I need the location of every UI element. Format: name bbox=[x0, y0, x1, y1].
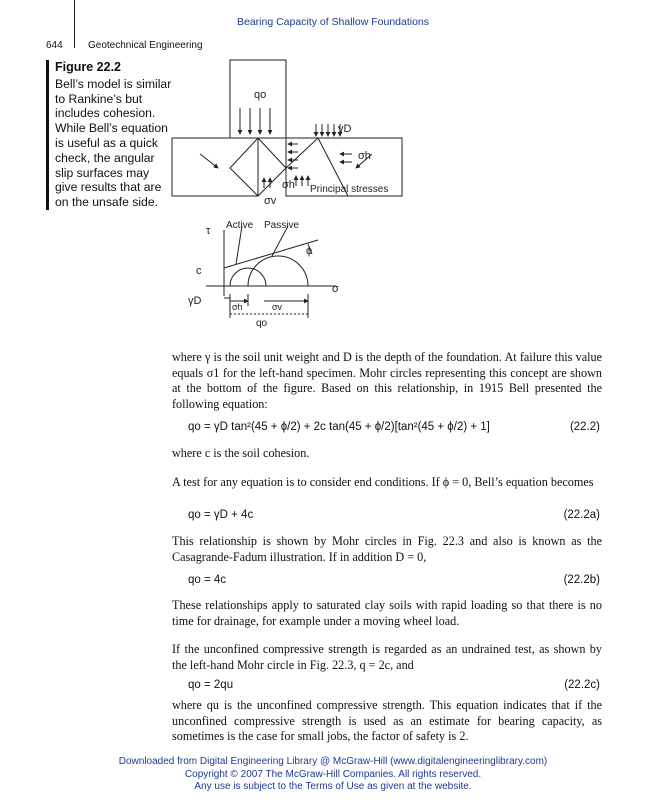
paragraph-3: A test for any equation is to consider end conditions. If ϕ = 0, Bell’s equation becomes bbox=[172, 475, 594, 489]
equation-22-2a-number: (22.2a) bbox=[563, 509, 600, 521]
mohr-circle-passive bbox=[248, 256, 308, 286]
fig-sigma-h-right: σh bbox=[358, 150, 371, 162]
book-title: Geotechnical Engineering bbox=[88, 40, 203, 51]
equation-22-2c-body: qo = 2qu bbox=[188, 679, 234, 691]
active-wedge-box bbox=[172, 138, 258, 196]
equation-22-2c-number: (22.2c) bbox=[564, 679, 600, 691]
failure-envelope bbox=[224, 240, 318, 268]
equation-22-2-number: (22.2) bbox=[569, 421, 600, 433]
paragraph-4: This relationship is shown by Mohr circles in Fig. 22.3 and also is known as the Casagrande-Fadum illustration. If in addition D = 0, bbox=[172, 534, 602, 564]
footer bbox=[0, 756, 666, 794]
fig-tau: τ bbox=[206, 225, 211, 237]
page-number: 644 bbox=[46, 40, 63, 51]
fig-sigma-v: σv bbox=[264, 195, 277, 207]
paragraph-1: where γ is the soil unit weight and D is the depth of the foundation. At failure this value equals σ1 for the left-hand specimen. Mohr circles representing this concept are shown at the bottom of the figure. Based on this relationship, in 1915 Bell presented the following equation: bbox=[172, 350, 602, 411]
paragraph-6: If the unconfined compressive strength is regarded as an undrained test, as shown by the left-hand Mohr circle in Fig. 22.3, q = 2c, and bbox=[172, 642, 602, 672]
footer-download-link[interactable]: Downloaded from Digital Engineering Library @ McGraw-Hill (www.digitalengineeringlibrary.com) bbox=[118, 756, 548, 767]
fig-principal-stresses: Principal stresses bbox=[310, 184, 389, 195]
paragraph-7: where qu is the unconfined compressive strength. This equation indicates that if the unconfined compressive strength is used as an estimate for bearing capacity, as sometimes is the case for small jobs, the factor of safety is 2. bbox=[172, 698, 602, 744]
figure-22-2 bbox=[168, 58, 408, 330]
paragraph-2: where c is the soil cohesion. bbox=[172, 446, 310, 460]
fig-gamma-d: γD bbox=[188, 295, 202, 307]
equation-22-2c bbox=[188, 679, 600, 691]
fig-passive: Passive bbox=[264, 220, 300, 231]
equation-22-2b bbox=[188, 574, 600, 586]
fig-active: Active bbox=[226, 220, 254, 231]
figure-caption-title: Figure 22.2 bbox=[55, 60, 121, 74]
fig-c-label: c bbox=[196, 265, 202, 277]
figure-caption-text: Bell’s model is similar to Rankine’s but includes cohesion. While Bell’s equation is useful as a quick check, the angular slip surfaces may give results that are on the unsafe side. bbox=[55, 76, 172, 210]
equation-22-2-body: qo = γD tan²(45 + ϕ/2) + 2c tan(45 + ϕ/2)[tan²(45 + ϕ/2) + 1] bbox=[188, 421, 490, 433]
footer-terms-link[interactable]: Any use is subject to the Terms of Use as given at the website. bbox=[194, 781, 472, 792]
fig-sigma-h-dim: σh bbox=[232, 302, 243, 312]
fig-sigma-h-center: σh bbox=[282, 179, 295, 191]
fig-gammad-label: γD bbox=[338, 123, 352, 135]
figure-caption bbox=[46, 60, 173, 210]
equation-22-2a bbox=[188, 509, 600, 521]
paragraph-5: These relationships apply to saturated clay soils with rapid loading so that there is no time for drainage, for example under a moving wheel load. bbox=[172, 598, 602, 628]
running-head: Bearing Capacity of Shallow Foundations bbox=[236, 16, 430, 28]
fig-phi: ϕ bbox=[306, 245, 313, 257]
equation-22-2b-body: qo = 4c bbox=[188, 574, 227, 586]
fig-qo-label: qo bbox=[254, 89, 267, 101]
equation-22-2 bbox=[188, 421, 600, 433]
footer-copyright: Copyright © 2007 The McGraw-Hill Companies. All rights reserved. bbox=[184, 768, 482, 780]
equation-22-2a-body: qo = γD + 4c bbox=[188, 509, 254, 521]
fig-qo-dim: qo bbox=[256, 318, 268, 329]
equation-22-2b-number: (22.2b) bbox=[563, 574, 600, 586]
fig-sigma-v-dim: σv bbox=[272, 302, 283, 312]
fig-sigma-axis: σ bbox=[332, 283, 339, 295]
